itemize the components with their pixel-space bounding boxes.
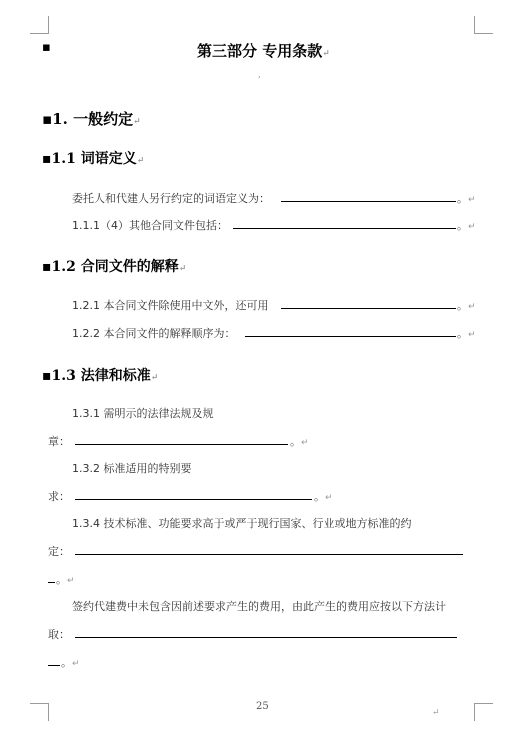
crop-mark-top-right (474, 16, 475, 34)
fee-label: 签约代建费中未包含因前述要求产生的费用，由此产生的费用应按以下方法计 (72, 600, 446, 613)
heading-1-2: ▪1.2 合同文件的解释↵ (42, 259, 187, 275)
order-blank[interactable] (245, 336, 456, 337)
period: 。↵ (457, 192, 476, 205)
paragraph-mark: ↵ (432, 708, 440, 718)
order-label: 1.2.2 本合同文件的解释顺序为： (72, 327, 236, 340)
period: 。↵ (457, 299, 476, 312)
period: 。↵ (457, 219, 476, 232)
crop-mark-bottom-right (474, 703, 475, 721)
fee-blank[interactable] (75, 637, 457, 638)
heading-1-1: ▪1.1 词语定义↵ (42, 151, 145, 167)
period: 。↵ (61, 656, 80, 669)
period: 。↵ (314, 490, 333, 503)
other-docs-blank[interactable] (233, 228, 456, 229)
standards-label: 1.3.2 标准适用的特别要 (72, 462, 192, 475)
other-docs-label: 1.1.1（4）其他合同文件包括： (72, 219, 228, 232)
fee-label-cont: 取： (48, 628, 70, 641)
tech-blank[interactable] (75, 554, 463, 555)
standards-label-cont: 求： (48, 490, 70, 503)
tech-label-cont: 定： (48, 545, 70, 558)
standards-blank[interactable] (75, 499, 312, 500)
tech-label: 1.3.4 技术标准、功能要求高于或严于现行国家、行业或地方标准的约 (72, 517, 412, 530)
page-number: 25 (256, 701, 269, 712)
crop-mark-bottom-left (30, 703, 49, 704)
crop-mark-top-right (474, 33, 493, 34)
language-blank[interactable] (281, 308, 456, 309)
period: 。↵ (56, 573, 75, 586)
heading-1: ▪1. 一般约定↵ (42, 110, 141, 128)
crop-mark-bottom-left (48, 703, 49, 721)
definition-blank[interactable] (281, 201, 456, 202)
crop-mark-top-left (30, 33, 49, 34)
page-title: 第三部分 专用条款↵ (197, 42, 330, 60)
laws-label: 1.3.1 需明示的法律法规及规 (72, 407, 214, 420)
tech-blank-cont[interactable] (48, 582, 55, 583)
period: 。↵ (290, 435, 309, 448)
bullet: ▪ (42, 40, 51, 55)
laws-blank[interactable] (75, 444, 288, 445)
fee-blank-cont[interactable] (48, 665, 60, 666)
paragraph-mark: , (258, 70, 261, 80)
language-label: 1.2.1 本合同文件除使用中文外，还可用 (72, 299, 269, 312)
heading-1-3: ▪1.3 法律和标准↵ (42, 368, 159, 384)
crop-mark-top-left (48, 16, 49, 34)
laws-label-cont: 章： (48, 435, 70, 448)
crop-mark-bottom-right (474, 703, 493, 704)
definition-label: 委托人和代建人另行约定的词语定义为： (72, 192, 270, 205)
period: 。↵ (457, 327, 476, 340)
